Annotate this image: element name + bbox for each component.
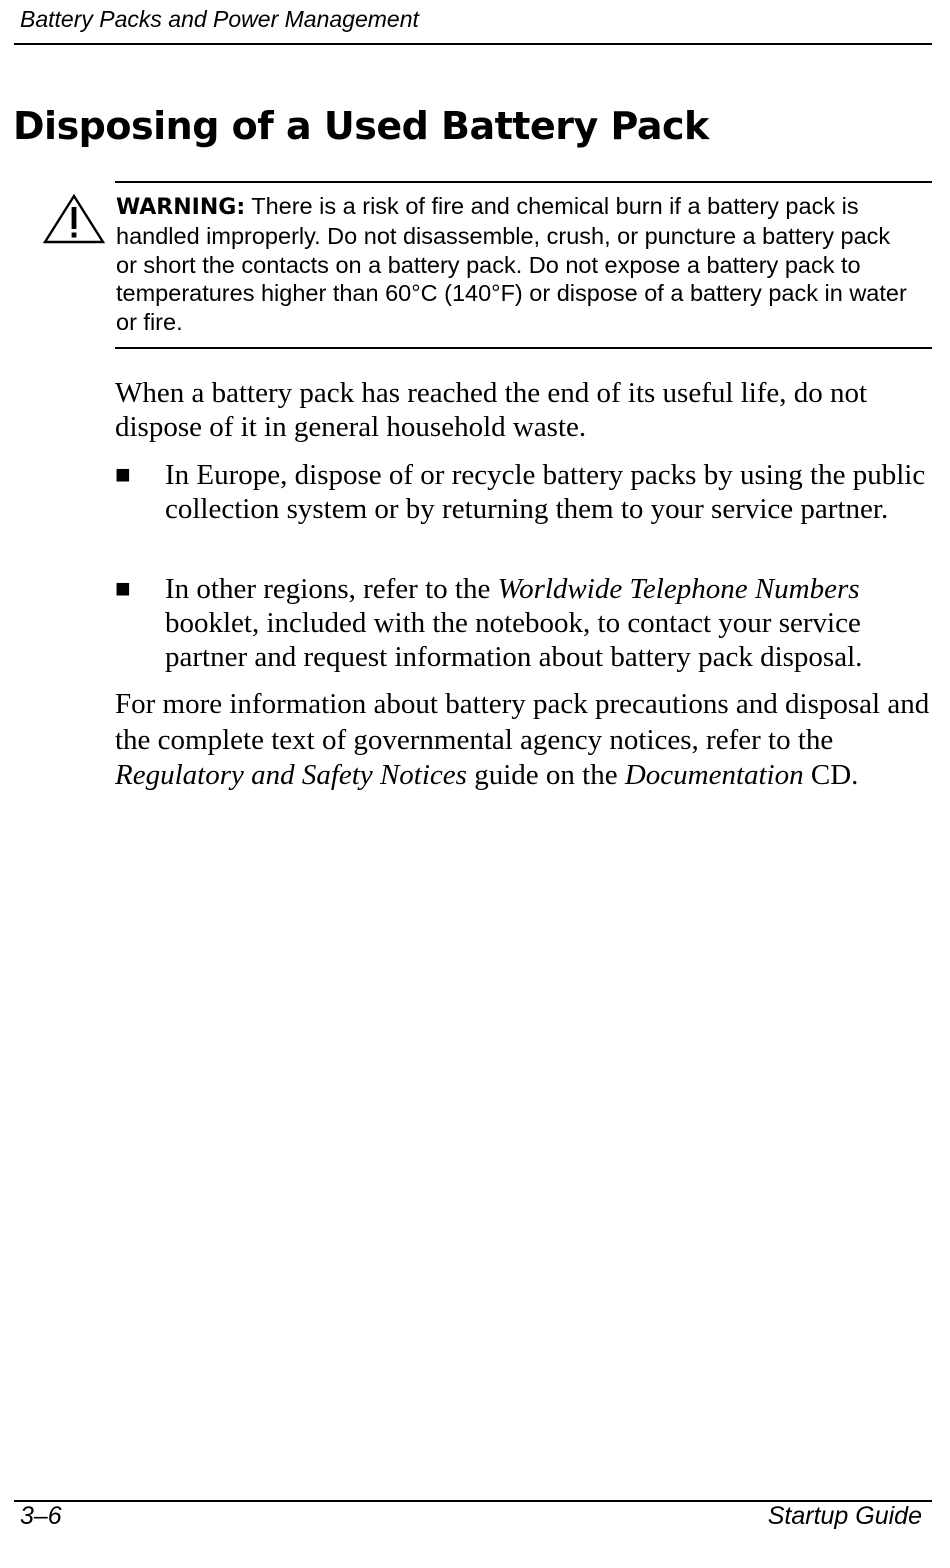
closing-text-part: CD. xyxy=(803,759,859,791)
regulatory-safety-notices-title: Regulatory and Safety Notices xyxy=(115,759,467,791)
warning-top-rule xyxy=(115,181,932,183)
bullet-text-part: booklet, included with the notebook, to contact your service partner and request information about battery pack disposal. xyxy=(165,607,863,673)
closing-text-part: guide on the xyxy=(466,759,625,791)
bullet-text: In Europe, dispose of or recycle battery packs by using the public collection system or by returning them to your service partner. xyxy=(165,459,926,525)
warning-text: There is a risk of fire and chemical burn if a battery pack is handled improperly. Do not disassemble, crush, or puncture a battery pack or short the contacts on a battery pack. Do not expose a battery pack to temperatures higher than 60°C (140°F) or dispose of a battery pack in water or fire. xyxy=(116,193,907,335)
section-title: Disposing of a Used Battery Pack xyxy=(13,104,709,148)
warning-label: WARNING: xyxy=(116,195,246,220)
bullet-text-part: In other regions, refer to the xyxy=(165,573,498,605)
intro-paragraph: When a battery pack has reached the end of its useful life, do not dispose of it in general household waste. xyxy=(115,377,868,443)
bullet-text xyxy=(165,572,930,674)
warning-triangle-icon xyxy=(42,193,106,245)
bullet-square-icon: ■ xyxy=(115,460,131,489)
worldwide-telephone-numbers-title: Worldwide Telephone Numbers xyxy=(497,573,860,605)
book-title: Startup Guide xyxy=(767,1502,922,1530)
header-rule xyxy=(14,43,932,45)
closing-text-part: For more information about battery pack precautions and disposal and the complete text of governmental agency notices, refer to the xyxy=(115,688,930,756)
closing-paragraph xyxy=(115,687,930,794)
bullet-square-icon: ■ xyxy=(115,574,131,603)
page-number: 3–6 xyxy=(20,1502,62,1530)
warning-notice xyxy=(116,192,916,336)
running-header: Battery Packs and Power Management xyxy=(20,6,419,32)
warning-bottom-rule xyxy=(115,347,932,349)
documentation-cd-title: Documentation xyxy=(624,759,804,791)
